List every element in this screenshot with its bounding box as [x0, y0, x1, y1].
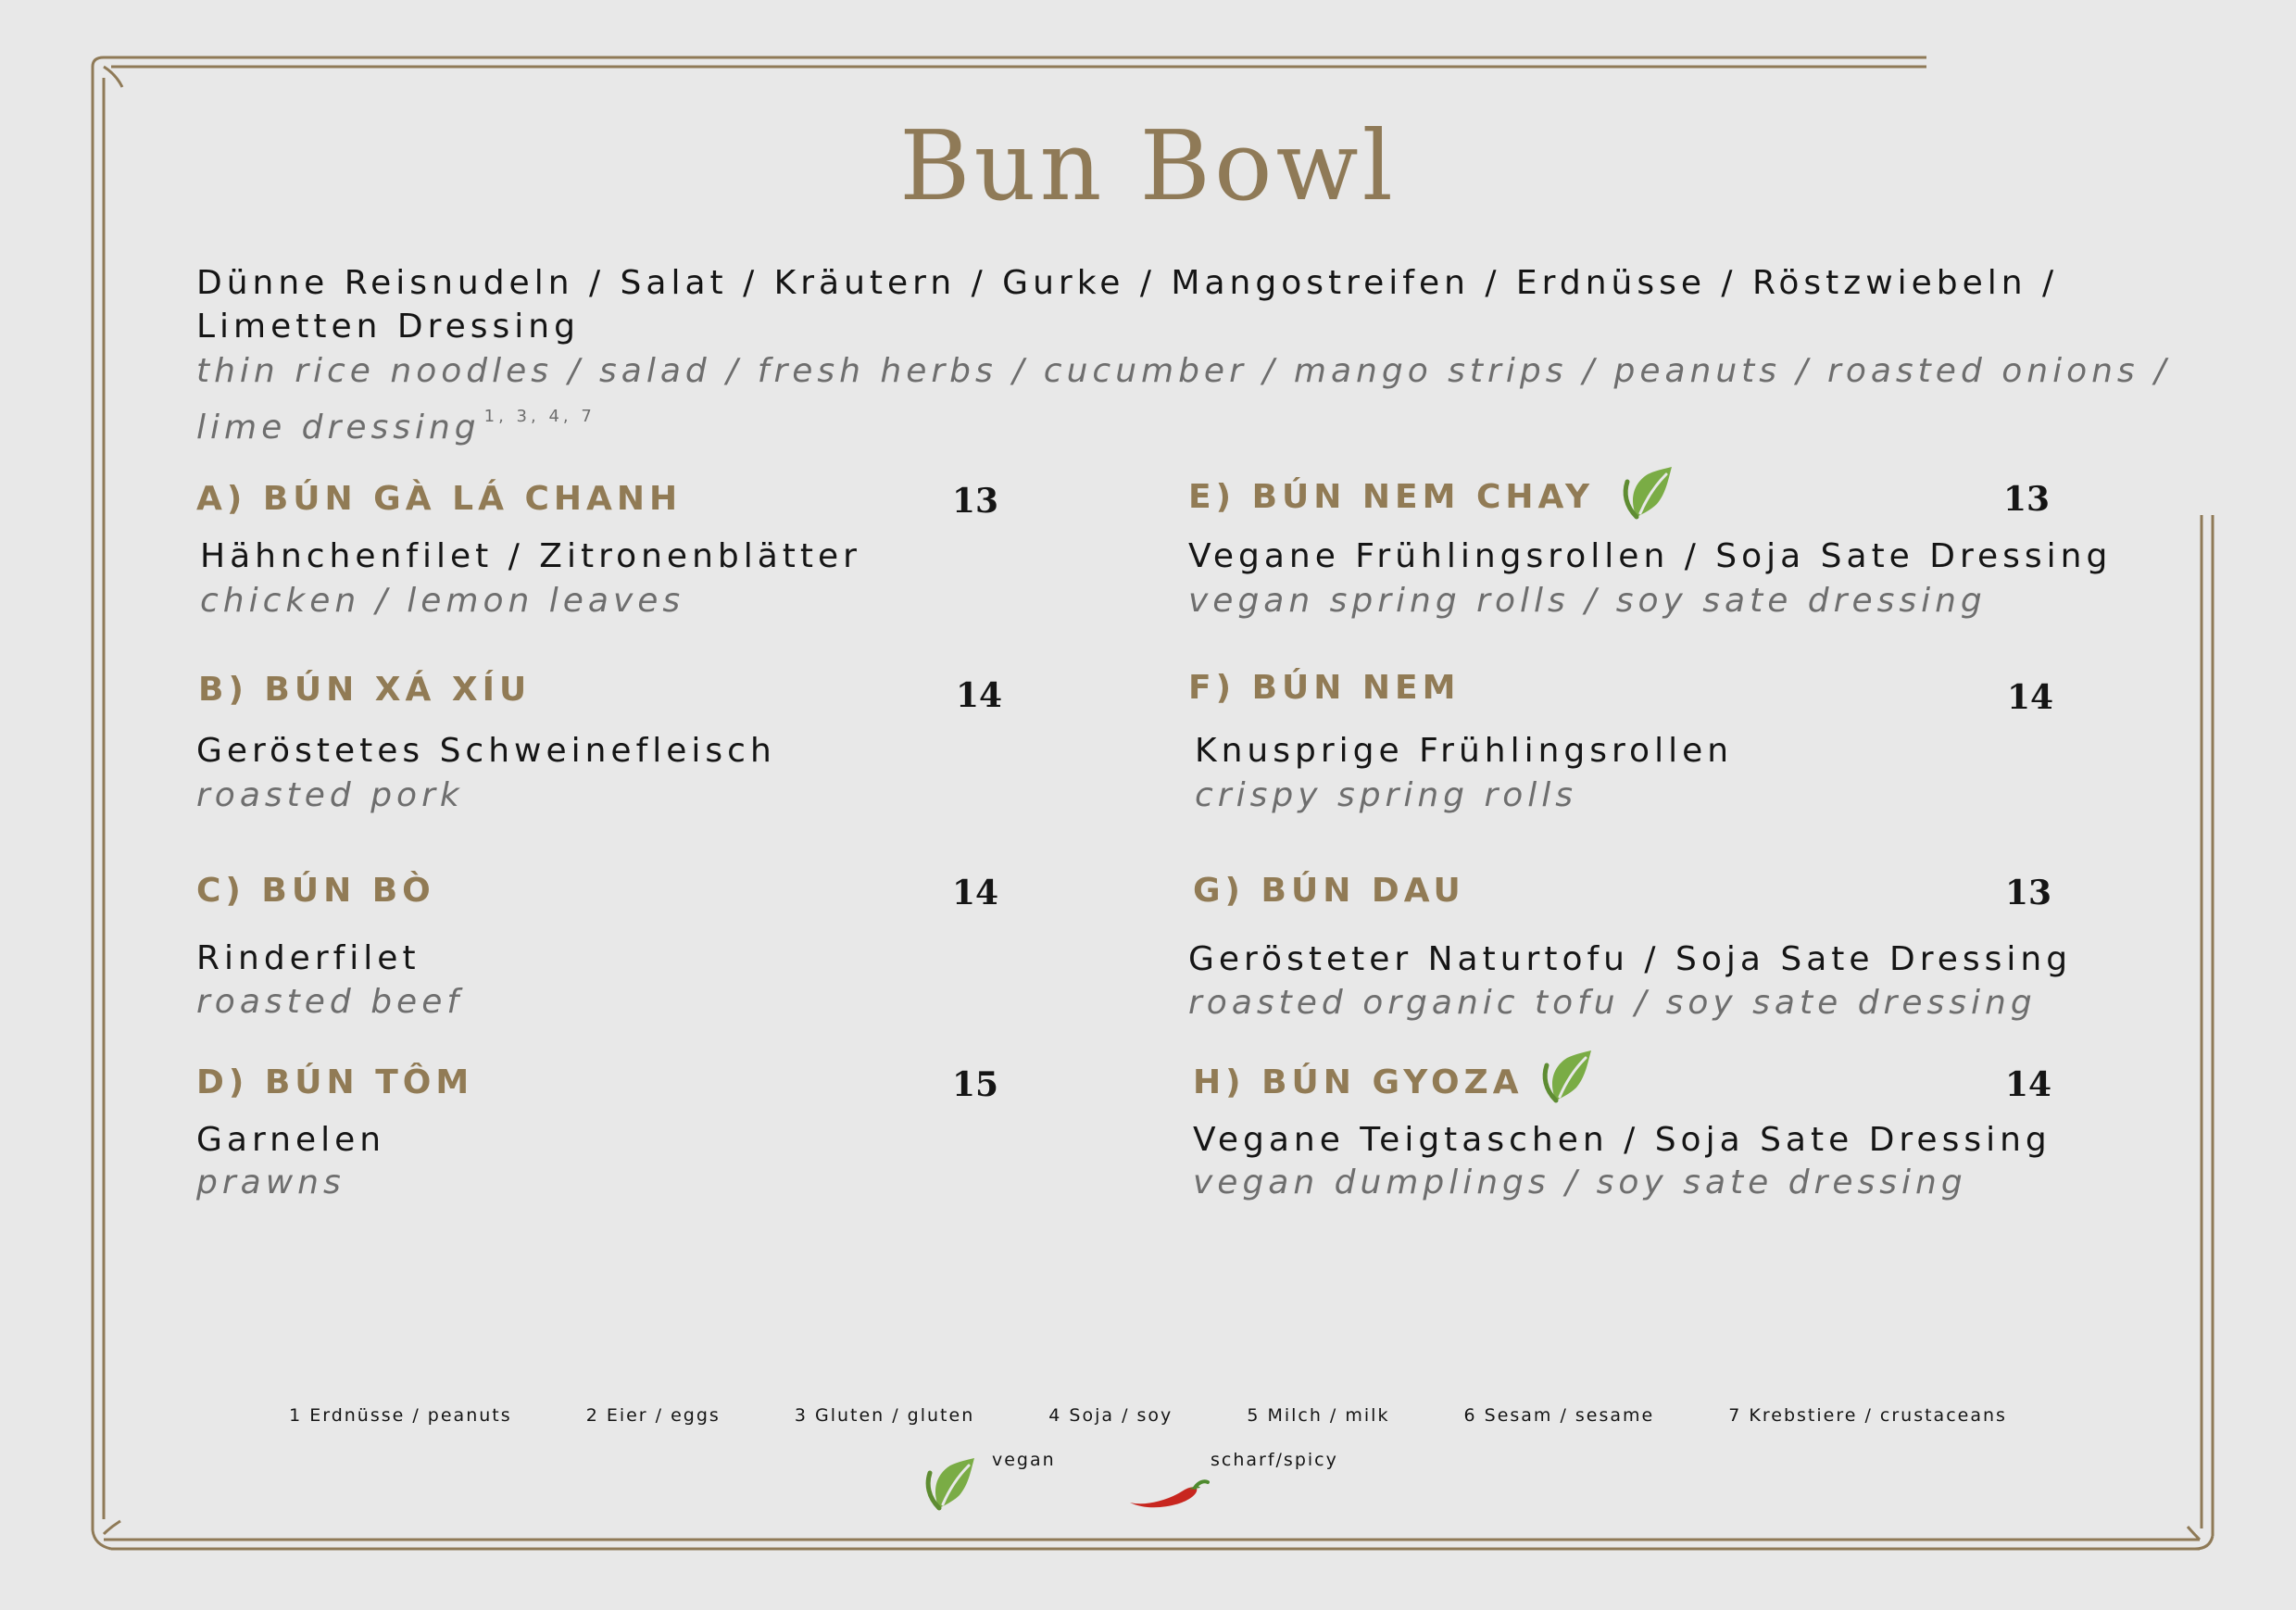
- legend-vegan-label: vegan: [992, 1450, 1056, 1470]
- item-description-german: Gerösteter Naturtofu / Soja Sate Dressing: [1188, 940, 2073, 978]
- allergen-2: 2 Eier / eggs: [585, 1405, 721, 1426]
- item-name: B) BÚN XÁ XÍU: [198, 671, 532, 709]
- item-name: A) BÚN GÀ LÁ CHANH: [196, 480, 683, 518]
- item-description-english: crispy spring rolls: [1195, 776, 1578, 814]
- intro-english-text: thin rice noodles / salad / fresh herbs / cucumber / mango strips / peanuts / roasted onions / lime dressing: [196, 352, 2171, 447]
- item-name: C) BÚN BÒ: [196, 872, 435, 910]
- intro-english: [196, 348, 2188, 450]
- allergen-3: 3 Gluten / gluten: [794, 1405, 975, 1426]
- item-description-english: vegan spring rolls / soy sate dressing: [1188, 582, 1987, 620]
- vegan-leaf-icon: [1620, 463, 1674, 521]
- allergen-7: 7 Krebstiere / crustaceans: [1728, 1405, 2007, 1426]
- allergen-legend: [0, 1405, 2296, 1426]
- allergen-1: 1 Erdnüsse / peanuts: [289, 1405, 512, 1426]
- item-price: 14: [2007, 678, 2054, 717]
- item-description-german: Knusprige Frühlingsrollen: [1195, 732, 1734, 770]
- allergen-5: 5 Milch / milk: [1247, 1405, 1390, 1426]
- item-name: D) BÚN TÔM: [196, 1063, 474, 1101]
- item-price: 13: [2005, 874, 2052, 912]
- item-description-english: roasted organic tofu / soy sate dressing: [1188, 984, 2037, 1022]
- item-description-german: Vegane Teigtaschen / Soja Sate Dressing: [1193, 1121, 2051, 1159]
- item-description-german: Vegane Frühlingsrollen / Soja Sate Dressing: [1188, 537, 2113, 575]
- item-description-english: prawns: [196, 1163, 345, 1201]
- item-description-english: roasted pork: [196, 776, 464, 814]
- item-price: 14: [2005, 1065, 2052, 1104]
- item-name: G) BÚN DAU: [1193, 872, 1465, 910]
- item-description-german: Hähnchenfilet / Zitronenblätter: [200, 537, 861, 575]
- item-price: 13: [2003, 480, 2051, 519]
- chili-pepper-icon: [1126, 1473, 1210, 1510]
- allergen-4: 4 Soja / soy: [1048, 1405, 1173, 1426]
- item-name: H) BÚN GYOZA: [1193, 1063, 1524, 1101]
- intro-german: Dünne Reisnudeln / Salat / Kräutern / Gurke / Mangostreifen / Erdnüsse / Röstzwiebeln / Limetten Dressing: [196, 264, 2059, 346]
- vegan-leaf-icon: [922, 1454, 976, 1512]
- item-description-english: chicken / lemon leaves: [200, 582, 685, 620]
- item-description-english: roasted beef: [196, 983, 464, 1021]
- legend-spicy-label: scharf/spicy: [1211, 1450, 1338, 1470]
- item-price: 13: [952, 482, 999, 521]
- item-price: 15: [952, 1065, 999, 1104]
- item-name: F) BÚN NEM: [1188, 669, 1461, 707]
- menu-title: Bun Bowl: [899, 109, 1397, 222]
- item-price: 14: [952, 874, 999, 912]
- item-description-german: Rinderfilet: [196, 939, 420, 977]
- item-description-english: vegan dumplings / soy sate dressing: [1193, 1163, 1967, 1201]
- item-price: 14: [956, 676, 1003, 715]
- intro-description: [196, 261, 2188, 450]
- intro-allergen-superscript: 1, 3, 4, 7: [483, 407, 596, 426]
- item-description-german: Geröstetes Schweinefleisch: [196, 732, 776, 770]
- item-name: E) BÚN NEM CHAY: [1188, 478, 1595, 516]
- item-description-german: Garnelen: [196, 1121, 386, 1159]
- allergen-6: 6 Sesam / sesame: [1463, 1405, 1655, 1426]
- vegan-leaf-icon: [1539, 1047, 1593, 1104]
